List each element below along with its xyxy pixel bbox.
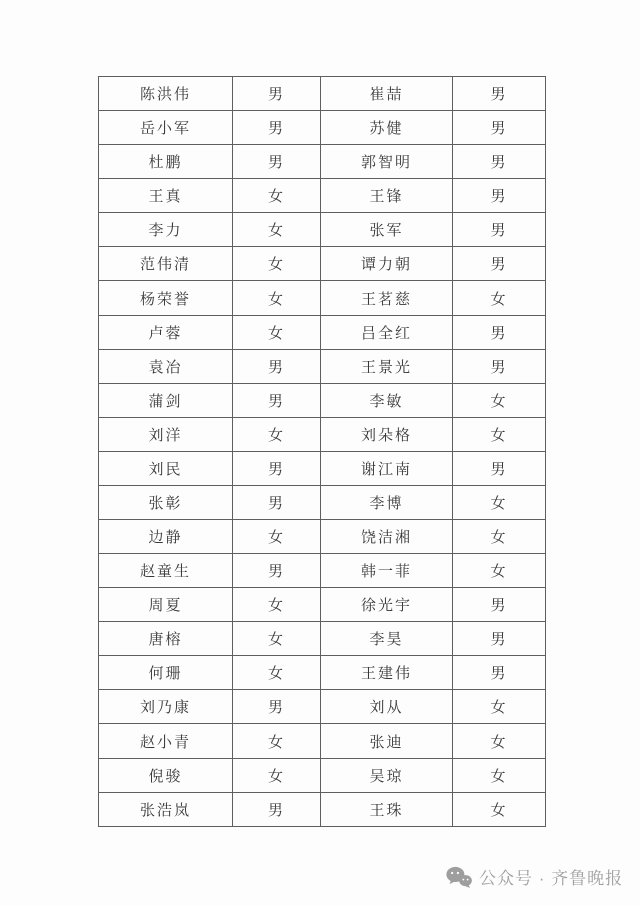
name-cell: 韩一菲 — [321, 554, 453, 588]
gender-cell: 男 — [453, 622, 546, 656]
gender-cell: 男 — [453, 213, 546, 247]
name-cell: 范伟清 — [99, 247, 233, 281]
name-cell: 王锋 — [321, 179, 453, 213]
gender-cell: 女 — [233, 656, 321, 690]
gender-cell: 男 — [233, 383, 321, 417]
gender-cell: 男 — [233, 111, 321, 145]
name-cell: 王茗慈 — [321, 281, 453, 315]
gender-cell: 女 — [233, 588, 321, 622]
name-cell: 张军 — [321, 213, 453, 247]
name-cell: 李敏 — [321, 383, 453, 417]
gender-cell: 男 — [233, 792, 321, 826]
gender-cell: 男 — [453, 77, 546, 111]
name-cell: 杨荣誉 — [99, 281, 233, 315]
gender-cell: 男 — [233, 485, 321, 519]
table-row — [99, 315, 546, 349]
table-row — [99, 758, 546, 792]
gender-cell: 女 — [233, 247, 321, 281]
gender-cell: 女 — [453, 485, 546, 519]
name-cell: 王景光 — [321, 349, 453, 383]
wechat-icon — [446, 866, 472, 888]
name-cell: 谢江南 — [321, 451, 453, 485]
name-cell: 边静 — [99, 520, 233, 554]
name-cell: 饶洁湘 — [321, 520, 453, 554]
name-cell: 蒲剑 — [99, 383, 233, 417]
table-row — [99, 281, 546, 315]
gender-cell: 男 — [233, 349, 321, 383]
gender-cell: 男 — [233, 554, 321, 588]
table-row — [99, 554, 546, 588]
gender-cell: 男 — [453, 588, 546, 622]
gender-cell: 男 — [453, 349, 546, 383]
gender-cell: 女 — [453, 690, 546, 724]
gender-cell: 女 — [453, 281, 546, 315]
name-cell: 崔喆 — [321, 77, 453, 111]
gender-cell: 男 — [453, 656, 546, 690]
table-row — [99, 247, 546, 281]
gender-cell: 男 — [453, 247, 546, 281]
gender-cell: 女 — [453, 792, 546, 826]
name-cell: 刘朵格 — [321, 417, 453, 451]
table-row — [99, 656, 546, 690]
gender-cell: 女 — [233, 281, 321, 315]
table-row — [99, 792, 546, 826]
name-cell: 袁冶 — [99, 349, 233, 383]
name-cell: 赵童生 — [99, 554, 233, 588]
gender-cell: 女 — [233, 417, 321, 451]
gender-cell: 男 — [233, 77, 321, 111]
name-cell: 岳小军 — [99, 111, 233, 145]
name-cell: 刘从 — [321, 690, 453, 724]
name-cell: 张迪 — [321, 724, 453, 758]
table-row — [99, 179, 546, 213]
name-cell: 李博 — [321, 485, 453, 519]
watermark-text: 公众号 · 齐鲁晚报 — [479, 869, 624, 888]
name-cell: 陈洪伟 — [99, 77, 233, 111]
name-cell: 何珊 — [99, 656, 233, 690]
name-cell: 张浩岚 — [99, 792, 233, 826]
name-cell: 王珠 — [321, 792, 453, 826]
gender-cell: 男 — [453, 451, 546, 485]
name-cell: 吕全红 — [321, 315, 453, 349]
watermark — [446, 864, 623, 889]
gender-cell: 女 — [453, 554, 546, 588]
gender-cell: 女 — [233, 213, 321, 247]
gender-cell: 男 — [233, 145, 321, 179]
name-cell: 唐榕 — [99, 622, 233, 656]
gender-cell: 男 — [233, 451, 321, 485]
name-cell: 郭智明 — [321, 145, 453, 179]
gender-cell: 女 — [233, 724, 321, 758]
table-row — [99, 724, 546, 758]
gender-cell: 男 — [453, 315, 546, 349]
table-row — [99, 213, 546, 247]
gender-cell: 女 — [453, 724, 546, 758]
name-cell: 倪骏 — [99, 758, 233, 792]
table-row — [99, 588, 546, 622]
name-cell: 吴琼 — [321, 758, 453, 792]
name-cell: 周夏 — [99, 588, 233, 622]
gender-cell: 女 — [233, 315, 321, 349]
name-cell: 李力 — [99, 213, 233, 247]
table-row — [99, 349, 546, 383]
table-row — [99, 417, 546, 451]
gender-cell: 女 — [233, 622, 321, 656]
table-row — [99, 690, 546, 724]
name-cell: 赵小青 — [99, 724, 233, 758]
table-row — [99, 77, 546, 111]
table-row — [99, 520, 546, 554]
name-cell: 刘乃康 — [99, 690, 233, 724]
name-cell: 谭力朝 — [321, 247, 453, 281]
gender-cell: 女 — [453, 383, 546, 417]
table-row — [99, 451, 546, 485]
table-row — [99, 622, 546, 656]
name-cell: 王真 — [99, 179, 233, 213]
gender-cell: 女 — [233, 520, 321, 554]
name-cell: 王建伟 — [321, 656, 453, 690]
gender-cell: 女 — [233, 179, 321, 213]
name-cell: 张彰 — [99, 485, 233, 519]
name-cell: 杜鹏 — [99, 145, 233, 179]
table-row — [99, 383, 546, 417]
name-cell: 刘民 — [99, 451, 233, 485]
name-cell: 刘洋 — [99, 417, 233, 451]
gender-cell: 女 — [233, 758, 321, 792]
name-cell: 李昊 — [321, 622, 453, 656]
roster-table — [98, 76, 546, 827]
gender-cell: 女 — [453, 758, 546, 792]
gender-cell: 男 — [453, 111, 546, 145]
gender-cell: 男 — [453, 145, 546, 179]
name-cell: 卢蓉 — [99, 315, 233, 349]
name-cell: 苏健 — [321, 111, 453, 145]
gender-cell: 男 — [453, 179, 546, 213]
gender-cell: 男 — [233, 690, 321, 724]
table-row — [99, 145, 546, 179]
gender-cell: 女 — [453, 520, 546, 554]
name-cell: 徐光宇 — [321, 588, 453, 622]
gender-cell: 女 — [453, 417, 546, 451]
table-row — [99, 111, 546, 145]
table-row — [99, 485, 546, 519]
